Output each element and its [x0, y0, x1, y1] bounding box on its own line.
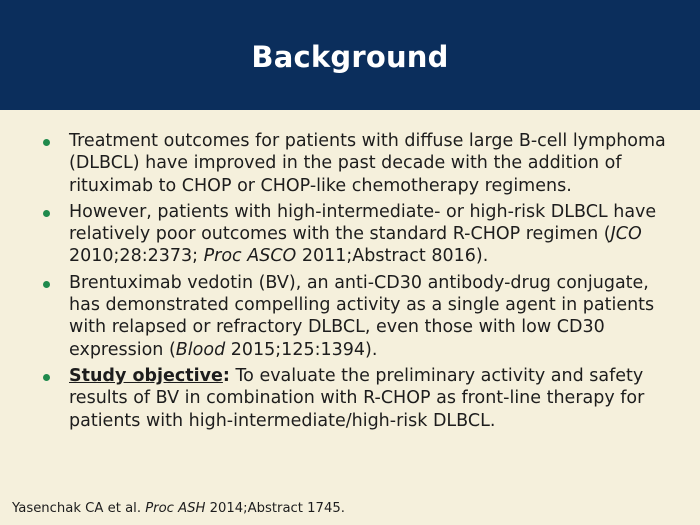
bullet-dot-icon	[43, 281, 50, 288]
citation-detail: 2010;28:2373;	[69, 246, 204, 267]
bullet-text: To evaluate the preliminary activity and safety results of BV in combination with R-CHOP as front-line therapy for patients with high-intermediate/high-risk DLBCL.	[69, 365, 645, 431]
citation-journal: Proc ASCO	[203, 246, 297, 267]
bullet-item-treatment-outcomes	[40, 130, 680, 197]
study-objective-label: Study objective	[69, 365, 223, 386]
slide-header	[0, 0, 700, 110]
citation-journal: Blood	[175, 339, 226, 360]
bullet-list	[40, 130, 680, 436]
bullet-item-brentuximab	[40, 272, 680, 361]
bullet-dot-icon	[43, 374, 50, 381]
bullet-item-study-objective	[40, 365, 680, 432]
citation-journal: JCO	[610, 224, 642, 245]
bullet-text: However, patients with high-intermediate- or high-risk DLBCL have relatively poor outcomes with the standard R-CHOP regimen (	[69, 201, 657, 245]
study-objective-colon: :	[222, 365, 230, 386]
citation-detail: 2011;Abstract 8016).	[296, 246, 489, 267]
bullet-text: Treatment outcomes for patients with diffuse large B-cell lymphoma (DLBCL) have improved in the past decade with the addition of rituximab to CHOP or CHOP-like chemotherapy regimens.	[69, 131, 666, 196]
footer-citation	[12, 501, 345, 516]
bullet-item-high-risk-outcomes	[40, 201, 680, 268]
citation-detail: 2015;125:1394).	[225, 339, 378, 360]
slide-title: Background	[251, 40, 449, 74]
footer-author: Yasenchak CA et al.	[12, 501, 146, 516]
bullet-text: Brentuximab vedotin (BV), an anti-CD30 antibody-drug conjugate, has demonstrated compelling activity as a single agent in patients with relapsed or refractory DLBCL, even those with low CD30 expression (	[69, 272, 655, 360]
footer-detail: 2014;Abstract 1745.	[205, 501, 345, 516]
bullet-dot-icon	[43, 210, 50, 217]
footer-journal: Proc ASH	[145, 501, 206, 516]
bullet-dot-icon	[43, 139, 50, 146]
